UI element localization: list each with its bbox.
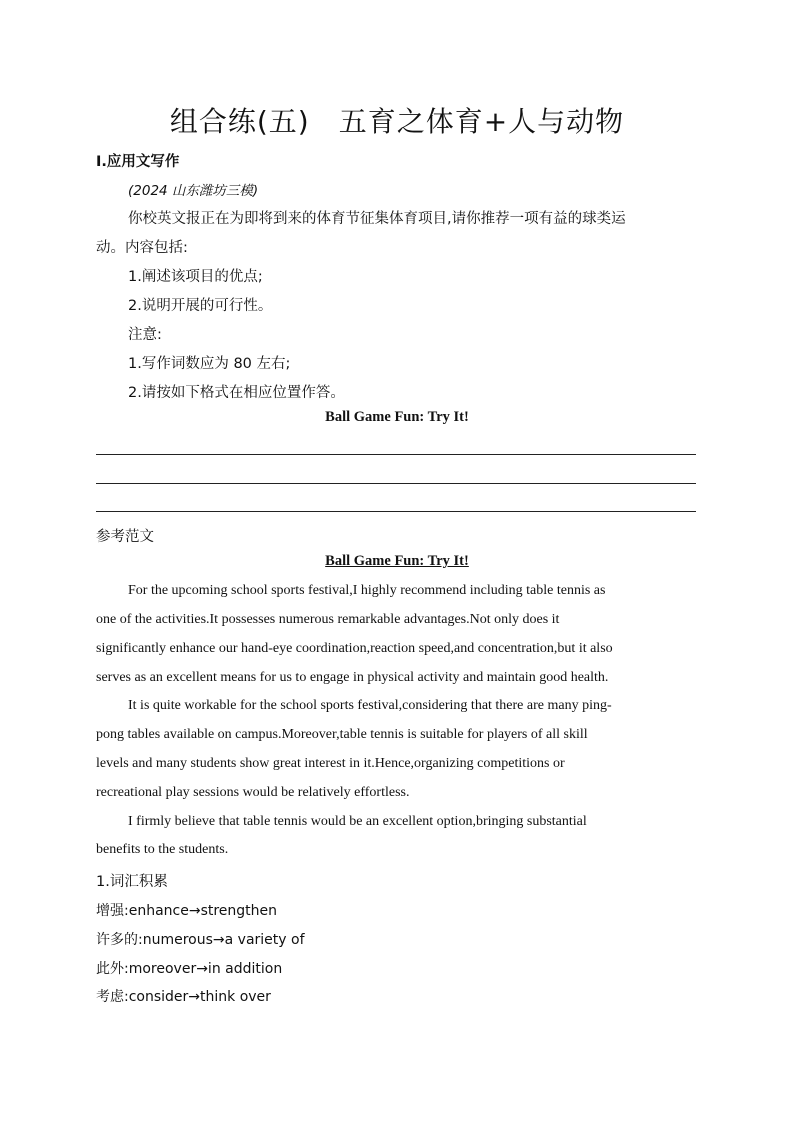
reference-title-text: Ball Game Fun: Try It! (325, 553, 469, 569)
essay-line: levels and many students show great interest in it.Hence,organizing competitions or (96, 756, 565, 771)
answer-line (96, 483, 696, 484)
note-label: 注意: (128, 327, 162, 343)
note-item-2: 2.请按如下格式在相应位置作答。 (128, 385, 345, 401)
vocab-item: 许多的:numerous→a variety of (96, 932, 305, 948)
vocab-heading: 1.词汇积累 (96, 874, 168, 890)
requirement-item-1: 1.阐述该项目的优点; (128, 269, 263, 285)
answer-line (96, 454, 696, 455)
vocab-item: 此外:moreover→in addition (96, 961, 283, 977)
essay-line: pong tables available on campus.Moreover,table tennis is suitable for players of all skill (96, 727, 588, 742)
source-note: (2024 山东潍坊三模) (128, 183, 259, 199)
section-heading: Ⅰ.应用文写作 (96, 154, 180, 170)
note-item-1: 1.写作词数应为 80 左右; (128, 356, 291, 372)
essay-line: For the upcoming school sports festival,I highly recommend including table tennis as (128, 583, 606, 598)
requirement-item-2: 2.说明开展的可行性。 (128, 298, 273, 314)
essay-title: Ball Game Fun: Try It! (325, 409, 469, 425)
answer-line (96, 511, 696, 512)
essay-line: It is quite workable for the school sports festival,considering that there are many ping- (128, 698, 612, 713)
essay-line: recreational play sessions would be relatively effortless. (96, 785, 410, 800)
essay-line: benefits to the students. (96, 842, 229, 857)
essay-line: one of the activities.It possesses numerous remarkable advantages.Not only does it (96, 612, 560, 627)
reference-label: 参考范文 (96, 529, 154, 545)
reference-title (0, 553, 794, 570)
vocab-item: 考虑:consider→think over (96, 989, 271, 1005)
vocab-item: 增强:enhance→strengthen (96, 903, 278, 919)
essay-line: serves as an excellent means for us to engage in physical activity and maintain good health. (96, 670, 609, 685)
prompt-line-2: 动。内容包括: (96, 240, 188, 256)
essay-line: significantly enhance our hand-eye coordination,reaction speed,and concentration,but it also (96, 641, 613, 656)
page-title: 组合练(五) 五育之体育+人与动物 (169, 105, 625, 138)
essay-line: I firmly believe that table tennis would be an excellent option,bringing substantial (128, 814, 587, 829)
prompt-line-1: 你校英文报正在为即将到来的体育节征集体育项目,请你推荐一项有益的球类运 (128, 211, 626, 227)
